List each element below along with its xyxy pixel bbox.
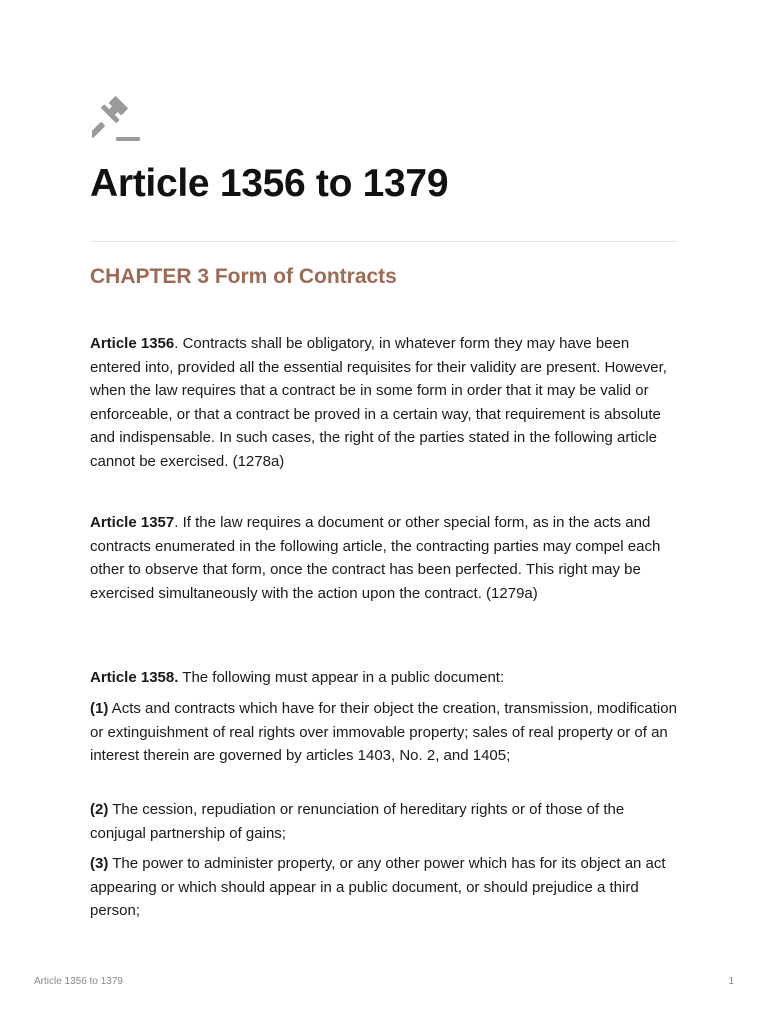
article-label: Article 1357 [90,514,175,531]
article-text: The following must appear in a public document: [178,669,505,686]
gavel-icon [92,94,142,144]
item-text: The power to administer property, or any other power which has for its object an act appearing or which should appear in a public document, or should prejudice a third person; [90,855,666,919]
item-text: The cession, repudiation or renunciation of hereditary rights or of those of the conjugal partnership of gains; [90,801,625,842]
article-label: Article 1358. [90,669,179,686]
item-text: Acts and contracts which have for their object the creation, transmission, modification or extinguishment of real rights over immovable property; sales of real property or of an interest therein are governed by articles 1403, No. 2, and 1405; [90,700,677,764]
article-text: . Contracts shall be obligatory, in whatever form they may have been entered into, provided all the essential requisites for their validity are present. However, when the law requires that a contract be in some form in order that it may be valid or enforceable, or that a contract be proved in a certain way, that requirement is absolute and indispensable. In such cases, the right of the parties stated in the following article cannot be exercised. (1278a) [90,335,667,470]
divider [90,241,678,242]
article-label: Article 1356 [90,335,175,352]
article-1358 [90,666,680,690]
list-item [90,798,680,845]
footer-title: Article 1356 to 1379 [34,976,123,987]
item-label: (1) [90,700,109,717]
item-label: (2) [90,801,109,818]
chapter-heading: CHAPTER 3 Form of Contracts [90,265,397,288]
item-label: (3) [90,855,109,872]
page-number: 1 [728,976,734,987]
list-item [90,852,680,923]
page-title: Article 1356 to 1379 [90,162,449,205]
list-item [90,697,680,768]
article-1357 [90,511,680,605]
article-1356 [90,332,680,473]
article-text: . If the law requires a document or other special form, as in the acts and contracts enumerated in the following article, the contracting parties may compel each other to observe that form, once the contract has been perfected. This right may be exercised simultaneously with the action upon the contract. (1279a) [90,514,661,602]
